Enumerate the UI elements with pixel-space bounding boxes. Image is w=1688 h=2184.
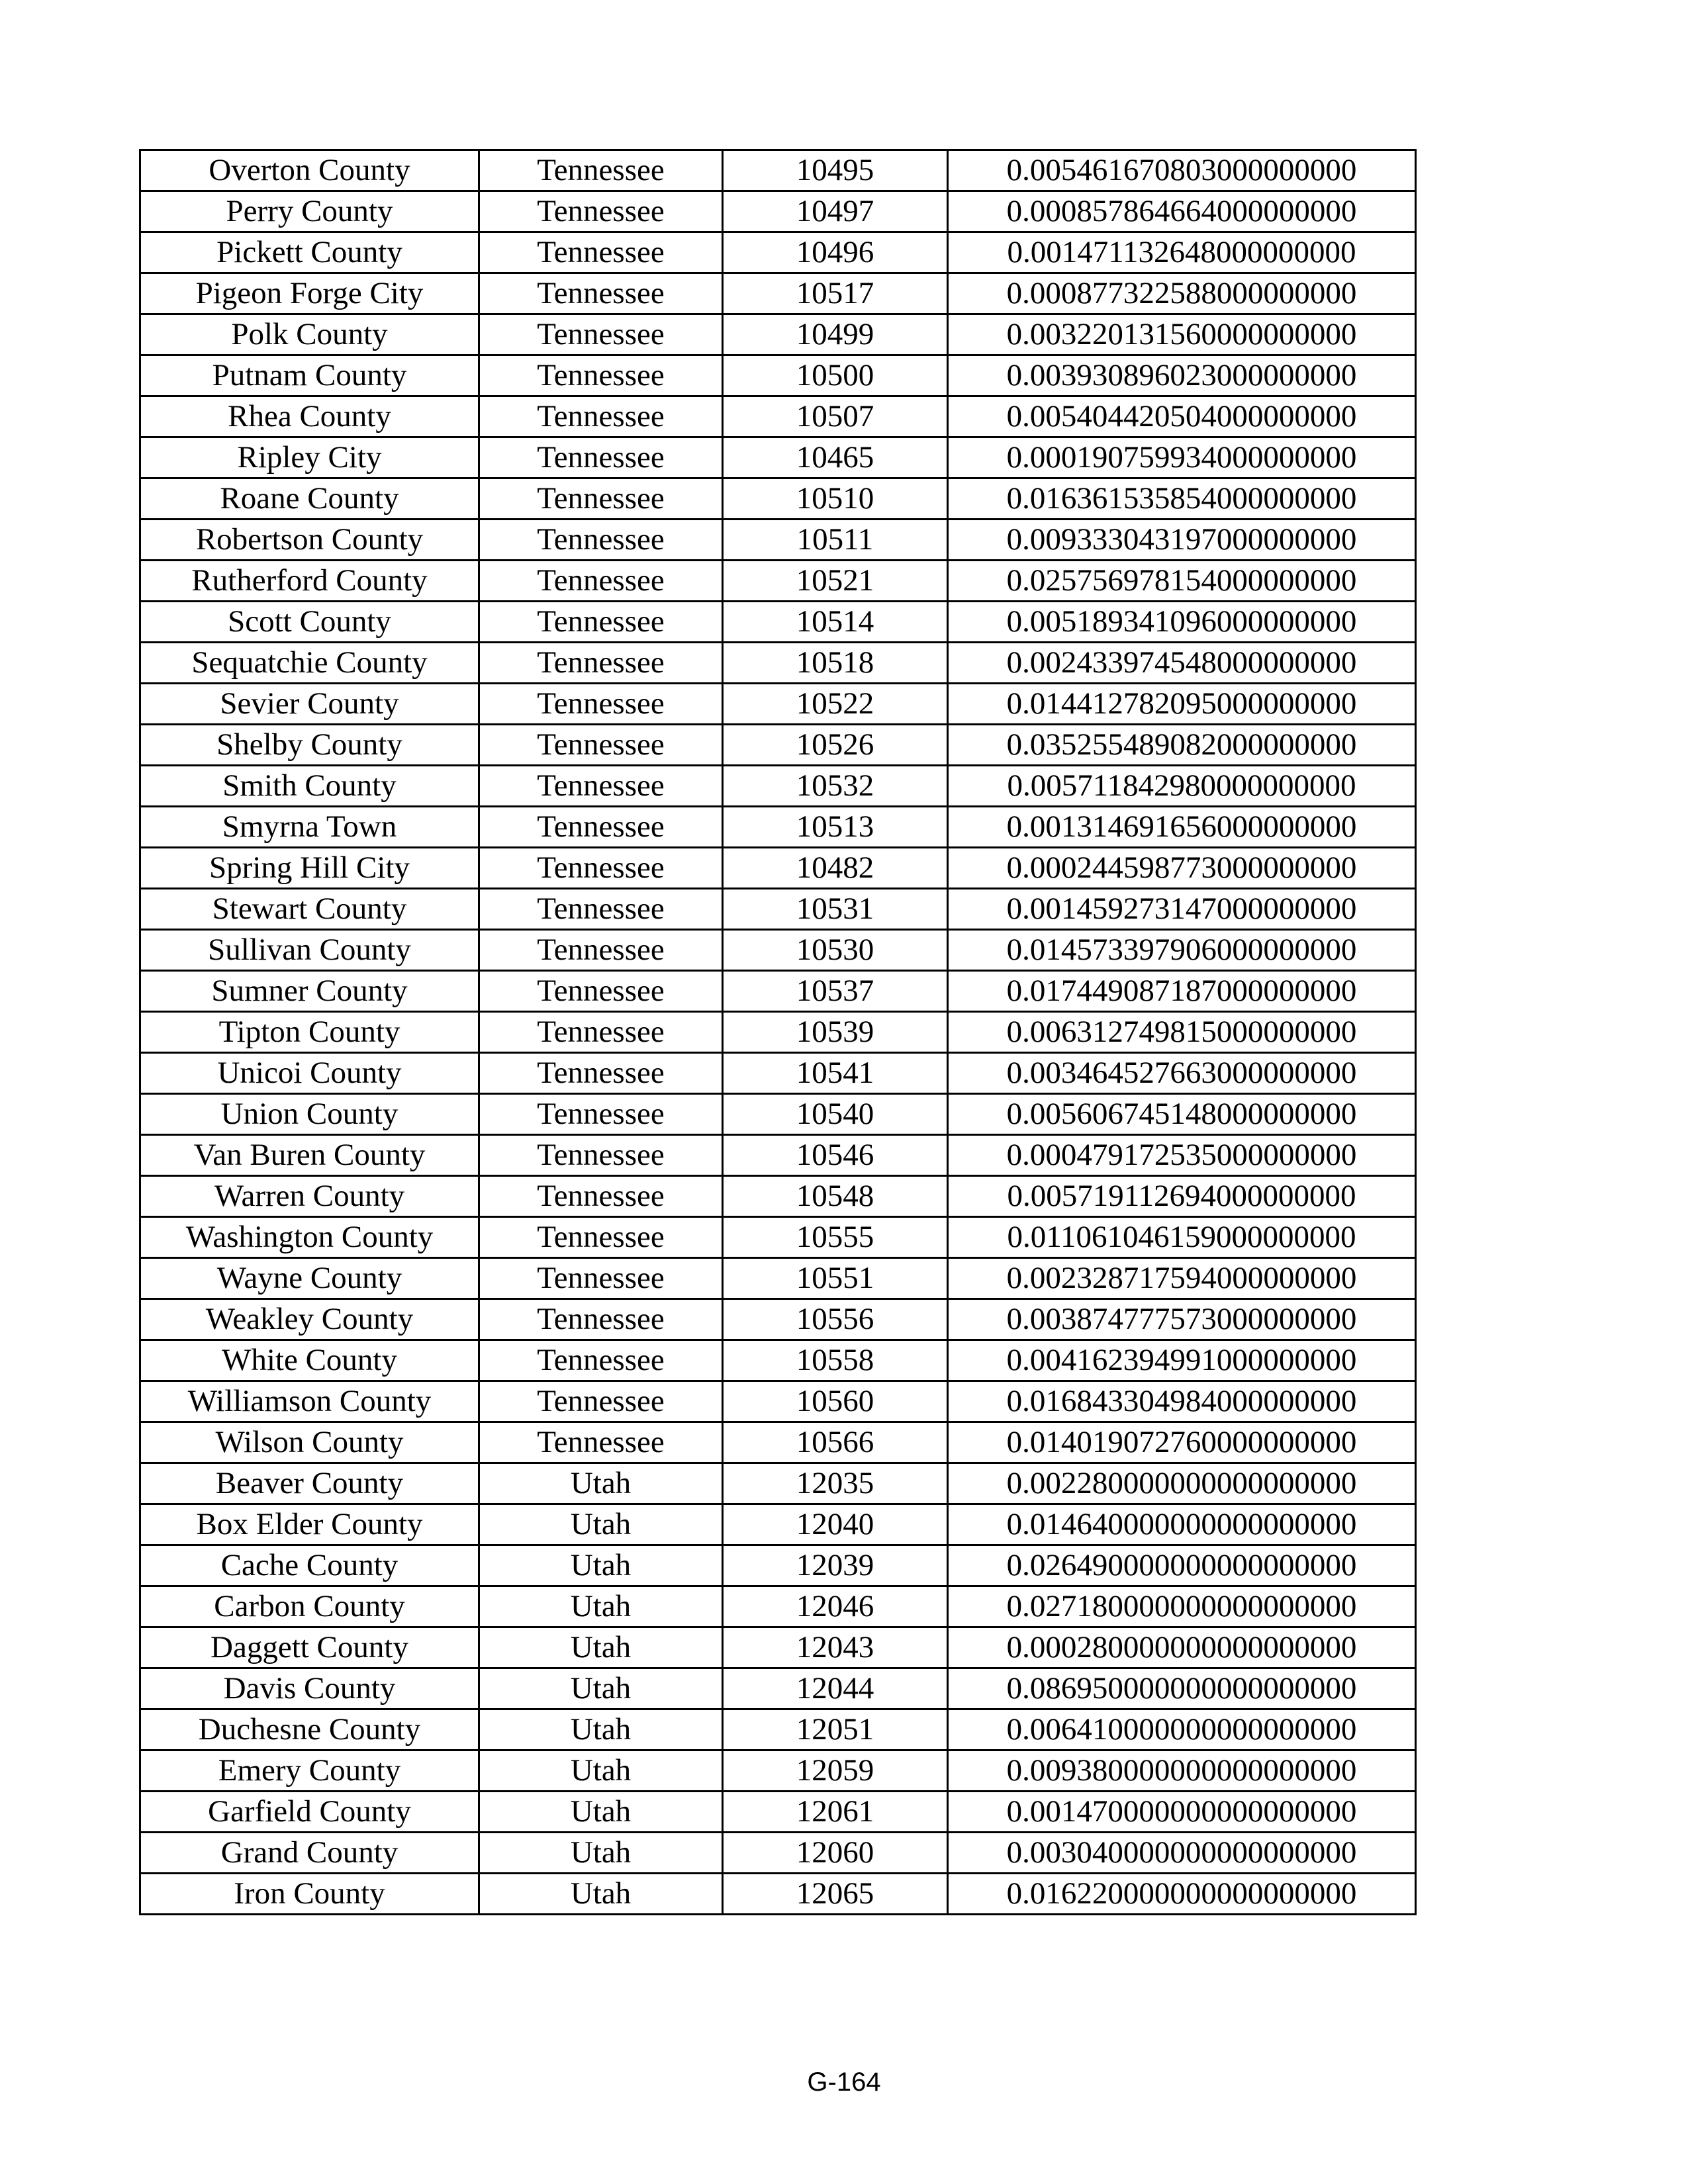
cell-percentage: 0.000877322588000000000 [948, 273, 1416, 314]
cell-state: Tennessee [479, 1012, 723, 1053]
table-row [140, 1668, 1416, 1709]
cell-percentage: 0.016220000000000000000 [948, 1874, 1416, 1915]
page-number: G-164 [807, 2068, 881, 2097]
cell-percentage: 0.002280000000000000000 [948, 1463, 1416, 1504]
table-row [140, 1258, 1416, 1299]
cell-state: Tennessee [479, 725, 723, 766]
cell-state: Tennessee [479, 807, 723, 848]
cell-name: Davis County [140, 1668, 479, 1709]
cell-id: 10522 [723, 684, 948, 725]
cell-state: Utah [479, 1751, 723, 1792]
cell-state: Utah [479, 1463, 723, 1504]
cell-percentage: 0.025756978154000000000 [948, 561, 1416, 602]
cell-name: Scott County [140, 602, 479, 643]
cell-id: 10497 [723, 191, 948, 232]
table-row [140, 1012, 1416, 1053]
cell-name: Smyrna Town [140, 807, 479, 848]
cell-id: 10546 [723, 1135, 948, 1176]
cell-id: 10558 [723, 1340, 948, 1381]
cell-state: Tennessee [479, 520, 723, 561]
cell-name: Shelby County [140, 725, 479, 766]
cell-id: 12046 [723, 1586, 948, 1627]
table-row [140, 930, 1416, 971]
cell-id: 12040 [723, 1504, 948, 1545]
table-row [140, 1504, 1416, 1545]
cell-state: Tennessee [479, 684, 723, 725]
cell-name: Tipton County [140, 1012, 479, 1053]
cell-percentage: 0.002328717594000000000 [948, 1258, 1416, 1299]
cell-percentage: 0.009380000000000000000 [948, 1751, 1416, 1792]
cell-state: Tennessee [479, 766, 723, 807]
table-row [140, 1422, 1416, 1463]
table-row [140, 355, 1416, 396]
table-body [140, 150, 1416, 1915]
cell-state: Tennessee [479, 314, 723, 355]
cell-state: Tennessee [479, 437, 723, 478]
cell-percentage: 0.001471132648000000000 [948, 232, 1416, 273]
table-row [140, 1586, 1416, 1627]
cell-name: Box Elder County [140, 1504, 479, 1545]
table-row [140, 725, 1416, 766]
cell-percentage: 0.006410000000000000000 [948, 1709, 1416, 1751]
cell-state: Tennessee [479, 889, 723, 930]
cell-id: 10531 [723, 889, 948, 930]
cell-percentage: 0.005606745148000000000 [948, 1094, 1416, 1135]
cell-id: 12051 [723, 1709, 948, 1751]
table-row [140, 520, 1416, 561]
cell-state: Utah [479, 1586, 723, 1627]
cell-state: Utah [479, 1709, 723, 1751]
cell-name: Wayne County [140, 1258, 479, 1299]
cell-state: Tennessee [479, 478, 723, 520]
cell-state: Tennessee [479, 396, 723, 437]
table-row [140, 1053, 1416, 1094]
table-row [140, 1217, 1416, 1258]
table-row [140, 1463, 1416, 1504]
cell-name: Wilson County [140, 1422, 479, 1463]
cell-state: Tennessee [479, 1053, 723, 1094]
cell-id: 12060 [723, 1833, 948, 1874]
cell-state: Utah [479, 1792, 723, 1833]
cell-state: Tennessee [479, 1094, 723, 1135]
cell-name: Roane County [140, 478, 479, 520]
cell-id: 10500 [723, 355, 948, 396]
cell-name: Perry County [140, 191, 479, 232]
table-row [140, 766, 1416, 807]
cell-id: 10556 [723, 1299, 948, 1340]
cell-name: Ripley City [140, 437, 479, 478]
cell-percentage: 0.014412782095000000000 [948, 684, 1416, 725]
cell-id: 12061 [723, 1792, 948, 1833]
cell-percentage: 0.001459273147000000000 [948, 889, 1416, 930]
cell-percentage: 0.017449087187000000000 [948, 971, 1416, 1012]
cell-state: Utah [479, 1627, 723, 1668]
cell-id: 10521 [723, 561, 948, 602]
cell-state: Tennessee [479, 602, 723, 643]
cell-id: 10518 [723, 643, 948, 684]
cell-name: Polk County [140, 314, 479, 355]
cell-name: Spring Hill City [140, 848, 479, 889]
cell-state: Tennessee [479, 643, 723, 684]
cell-name: Carbon County [140, 1586, 479, 1627]
cell-name: Unicoi County [140, 1053, 479, 1094]
cell-id: 10560 [723, 1381, 948, 1422]
cell-state: Tennessee [479, 1340, 723, 1381]
cell-percentage: 0.014573397906000000000 [948, 930, 1416, 971]
cell-id: 10513 [723, 807, 948, 848]
table-row [140, 273, 1416, 314]
cell-percentage: 0.014019072760000000000 [948, 1422, 1416, 1463]
cell-id: 10526 [723, 725, 948, 766]
cell-id: 12039 [723, 1545, 948, 1586]
cell-id: 10539 [723, 1012, 948, 1053]
cell-state: Tennessee [479, 273, 723, 314]
table-row [140, 643, 1416, 684]
cell-name: Sequatchie County [140, 643, 479, 684]
cell-state: Tennessee [479, 971, 723, 1012]
cell-percentage: 0.005189341096000000000 [948, 602, 1416, 643]
cell-name: Stewart County [140, 889, 479, 930]
table-row [140, 971, 1416, 1012]
cell-id: 10548 [723, 1176, 948, 1217]
cell-state: Utah [479, 1833, 723, 1874]
cell-name: Rhea County [140, 396, 479, 437]
cell-state: Utah [479, 1504, 723, 1545]
cell-name: Washington County [140, 1217, 479, 1258]
cell-name: Beaver County [140, 1463, 479, 1504]
table-row [140, 561, 1416, 602]
table-row [140, 684, 1416, 725]
table-row [140, 1176, 1416, 1217]
table-row [140, 1340, 1416, 1381]
cell-percentage: 0.003930896023000000000 [948, 355, 1416, 396]
cell-percentage: 0.003874777573000000000 [948, 1299, 1416, 1340]
cell-name: Williamson County [140, 1381, 479, 1422]
cell-id: 10537 [723, 971, 948, 1012]
table-row [140, 807, 1416, 848]
cell-name: Van Buren County [140, 1135, 479, 1176]
table-row [140, 478, 1416, 520]
cell-id: 10541 [723, 1053, 948, 1094]
table-row [140, 191, 1416, 232]
table-row [140, 396, 1416, 437]
table-row [140, 232, 1416, 273]
cell-name: Iron County [140, 1874, 479, 1915]
cell-state: Utah [479, 1545, 723, 1586]
cell-id: 10530 [723, 930, 948, 971]
cell-state: Tennessee [479, 1217, 723, 1258]
cell-name: Sumner County [140, 971, 479, 1012]
cell-percentage: 0.005719112694000000000 [948, 1176, 1416, 1217]
cell-percentage: 0.005461670803000000000 [948, 150, 1416, 191]
allocation-table [139, 149, 1417, 1915]
cell-state: Tennessee [479, 848, 723, 889]
cell-state: Tennessee [479, 1299, 723, 1340]
cell-percentage: 0.086950000000000000000 [948, 1668, 1416, 1709]
cell-name: Pigeon Forge City [140, 273, 479, 314]
table-row [140, 1094, 1416, 1135]
cell-state: Tennessee [479, 1135, 723, 1176]
cell-percentage: 0.004162394991000000000 [948, 1340, 1416, 1381]
cell-state: Utah [479, 1668, 723, 1709]
cell-state: Tennessee [479, 150, 723, 191]
table-row [140, 848, 1416, 889]
cell-percentage: 0.000244598773000000000 [948, 848, 1416, 889]
cell-id: 10517 [723, 273, 948, 314]
cell-id: 10465 [723, 437, 948, 478]
cell-name: Overton County [140, 150, 479, 191]
cell-percentage: 0.003040000000000000000 [948, 1833, 1416, 1874]
cell-percentage: 0.016361535854000000000 [948, 478, 1416, 520]
table-row [140, 437, 1416, 478]
cell-percentage: 0.014640000000000000000 [948, 1504, 1416, 1545]
cell-state: Tennessee [479, 1176, 723, 1217]
cell-percentage: 0.027180000000000000000 [948, 1586, 1416, 1627]
cell-percentage: 0.026490000000000000000 [948, 1545, 1416, 1586]
cell-id: 10551 [723, 1258, 948, 1299]
cell-name: Duchesne County [140, 1709, 479, 1751]
cell-id: 10511 [723, 520, 948, 561]
cell-percentage: 0.000190759934000000000 [948, 437, 1416, 478]
cell-id: 12043 [723, 1627, 948, 1668]
cell-id: 12035 [723, 1463, 948, 1504]
table-row [140, 602, 1416, 643]
table-row [140, 1874, 1416, 1915]
cell-name: Emery County [140, 1751, 479, 1792]
cell-name: Sullivan County [140, 930, 479, 971]
table-row [140, 1627, 1416, 1668]
cell-name: Cache County [140, 1545, 479, 1586]
table-row [140, 1299, 1416, 1340]
cell-name: Putnam County [140, 355, 479, 396]
cell-id: 10496 [723, 232, 948, 273]
cell-name: Sevier County [140, 684, 479, 725]
cell-percentage: 0.035255489082000000000 [948, 725, 1416, 766]
cell-id: 10507 [723, 396, 948, 437]
cell-id: 10510 [723, 478, 948, 520]
cell-percentage: 0.005404420504000000000 [948, 396, 1416, 437]
cell-state: Tennessee [479, 355, 723, 396]
table-row [140, 1792, 1416, 1833]
table-row [140, 889, 1416, 930]
cell-state: Utah [479, 1874, 723, 1915]
table-row [140, 314, 1416, 355]
cell-percentage: 0.011061046159000000000 [948, 1217, 1416, 1258]
cell-id: 12059 [723, 1751, 948, 1792]
cell-id: 10499 [723, 314, 948, 355]
cell-id: 10514 [723, 602, 948, 643]
cell-state: Tennessee [479, 232, 723, 273]
table-row [140, 150, 1416, 191]
cell-name: Smith County [140, 766, 479, 807]
cell-percentage: 0.003220131560000000000 [948, 314, 1416, 355]
table-row [140, 1135, 1416, 1176]
cell-id: 12044 [723, 1668, 948, 1709]
cell-name: Daggett County [140, 1627, 479, 1668]
cell-percentage: 0.001314691656000000000 [948, 807, 1416, 848]
cell-percentage: 0.000479172535000000000 [948, 1135, 1416, 1176]
cell-id: 10566 [723, 1422, 948, 1463]
cell-state: Tennessee [479, 930, 723, 971]
cell-id: 10540 [723, 1094, 948, 1135]
cell-name: Grand County [140, 1833, 479, 1874]
cell-name: Pickett County [140, 232, 479, 273]
table-row [140, 1709, 1416, 1751]
cell-percentage: 0.006312749815000000000 [948, 1012, 1416, 1053]
cell-percentage: 0.001470000000000000000 [948, 1792, 1416, 1833]
cell-name: White County [140, 1340, 479, 1381]
table-row [140, 1833, 1416, 1874]
cell-state: Tennessee [479, 1381, 723, 1422]
table-row [140, 1751, 1416, 1792]
table-row [140, 1381, 1416, 1422]
cell-id: 10495 [723, 150, 948, 191]
cell-state: Tennessee [479, 1422, 723, 1463]
cell-name: Robertson County [140, 520, 479, 561]
cell-id: 10532 [723, 766, 948, 807]
cell-percentage: 0.009333043197000000000 [948, 520, 1416, 561]
cell-state: Tennessee [479, 1258, 723, 1299]
cell-percentage: 0.000857864664000000000 [948, 191, 1416, 232]
cell-id: 10482 [723, 848, 948, 889]
cell-percentage: 0.002433974548000000000 [948, 643, 1416, 684]
cell-percentage: 0.005711842980000000000 [948, 766, 1416, 807]
cell-state: Tennessee [479, 561, 723, 602]
cell-name: Union County [140, 1094, 479, 1135]
cell-state: Tennessee [479, 191, 723, 232]
table-row [140, 1545, 1416, 1586]
cell-percentage: 0.016843304984000000000 [948, 1381, 1416, 1422]
cell-id: 10555 [723, 1217, 948, 1258]
cell-name: Weakley County [140, 1299, 479, 1340]
cell-id: 12065 [723, 1874, 948, 1915]
cell-name: Garfield County [140, 1792, 479, 1833]
cell-name: Rutherford County [140, 561, 479, 602]
cell-percentage: 0.003464527663000000000 [948, 1053, 1416, 1094]
cell-name: Warren County [140, 1176, 479, 1217]
cell-percentage: 0.000280000000000000000 [948, 1627, 1416, 1668]
